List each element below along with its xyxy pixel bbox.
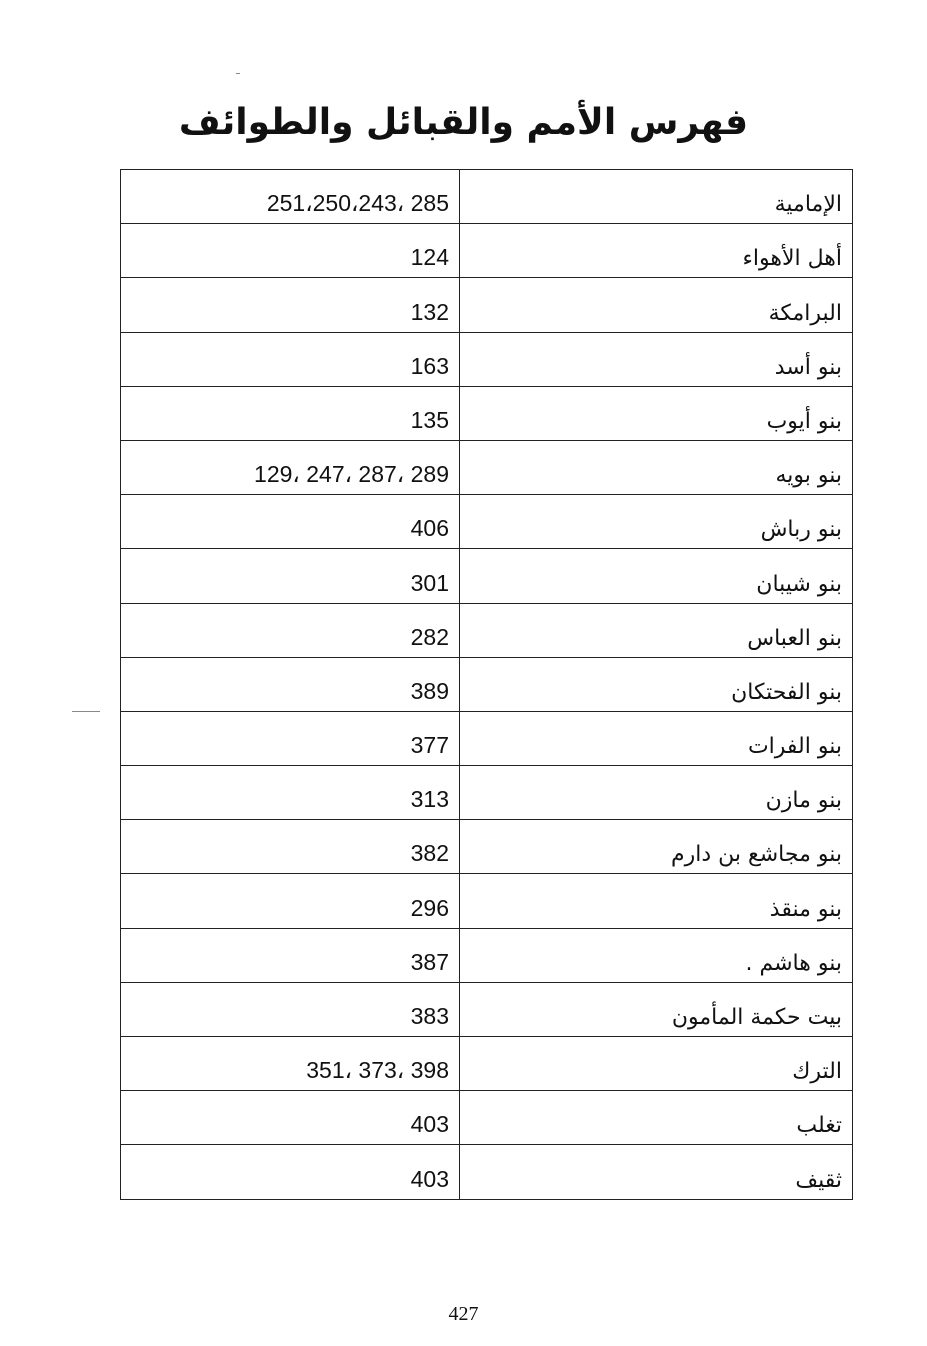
page-references: 124 [121,224,460,278]
entry-name: بيت حكمة المأمون [460,982,853,1036]
table-row [121,820,853,874]
table-row [121,386,853,440]
table-row [121,766,853,820]
page-references: 301 [121,549,460,603]
entry-name: بنو مجاشع بن دارم [460,820,853,874]
entry-name: الإمامية [460,170,853,224]
table-row [121,928,853,982]
page-references: 387 [121,928,460,982]
table-row [121,332,853,386]
table-row [121,711,853,765]
entry-name: أهل الأهواء [460,224,853,278]
entry-name: بنو شيبان [460,549,853,603]
page-references: 382 [121,820,460,874]
page-references: 251،250،243، 285 [121,170,460,224]
page-references: 351، 373، 398 [121,1037,460,1091]
table-row [121,549,853,603]
table-row [121,224,853,278]
table-row [121,657,853,711]
page-references: 313 [121,766,460,820]
page-references: 282 [121,603,460,657]
entry-name: بنو هاشم . [460,928,853,982]
entry-name: الترك [460,1037,853,1091]
entry-name: تغلب [460,1091,853,1145]
entry-name: بنو أسد [460,332,853,386]
scan-speck [236,73,240,74]
page-references: 389 [121,657,460,711]
page-references: 406 [121,495,460,549]
entry-name: ثقيف [460,1145,853,1199]
page-references: 135 [121,386,460,440]
page-title: فهرس الأمم والقبائل والطوائف [178,102,749,143]
table-row [121,1037,853,1091]
page-references: 383 [121,982,460,1036]
entry-name: بنو العباس [460,603,853,657]
table-row [121,495,853,549]
page-references: 403 [121,1145,460,1199]
entry-name: بنو الفرات [460,711,853,765]
table-row [121,874,853,928]
table-row [121,278,853,332]
entry-name: بنو الفحتكان [460,657,853,711]
entry-name: البرامكة [460,278,853,332]
page-references: 296 [121,874,460,928]
page-references: 377 [121,711,460,765]
scan-speck [72,711,100,712]
entry-name: بنو بويه [460,440,853,494]
table-row [121,1145,853,1199]
table-row [121,440,853,494]
entry-name: بنو أيوب [460,386,853,440]
page-number: 427 [448,1303,479,1325]
page-references: 132 [121,278,460,332]
table-row [121,1091,853,1145]
entry-name: بنو رباش [460,495,853,549]
index-table-body [121,170,853,1200]
page-references: 163 [121,332,460,386]
entry-name: بنو مازن [460,766,853,820]
table-row [121,982,853,1036]
page-references: 129، 247، 287، 289 [121,440,460,494]
table-row [121,603,853,657]
entry-name: بنو منقذ [460,874,853,928]
page-references: 403 [121,1091,460,1145]
index-table [120,169,853,1200]
table-row [121,170,853,224]
